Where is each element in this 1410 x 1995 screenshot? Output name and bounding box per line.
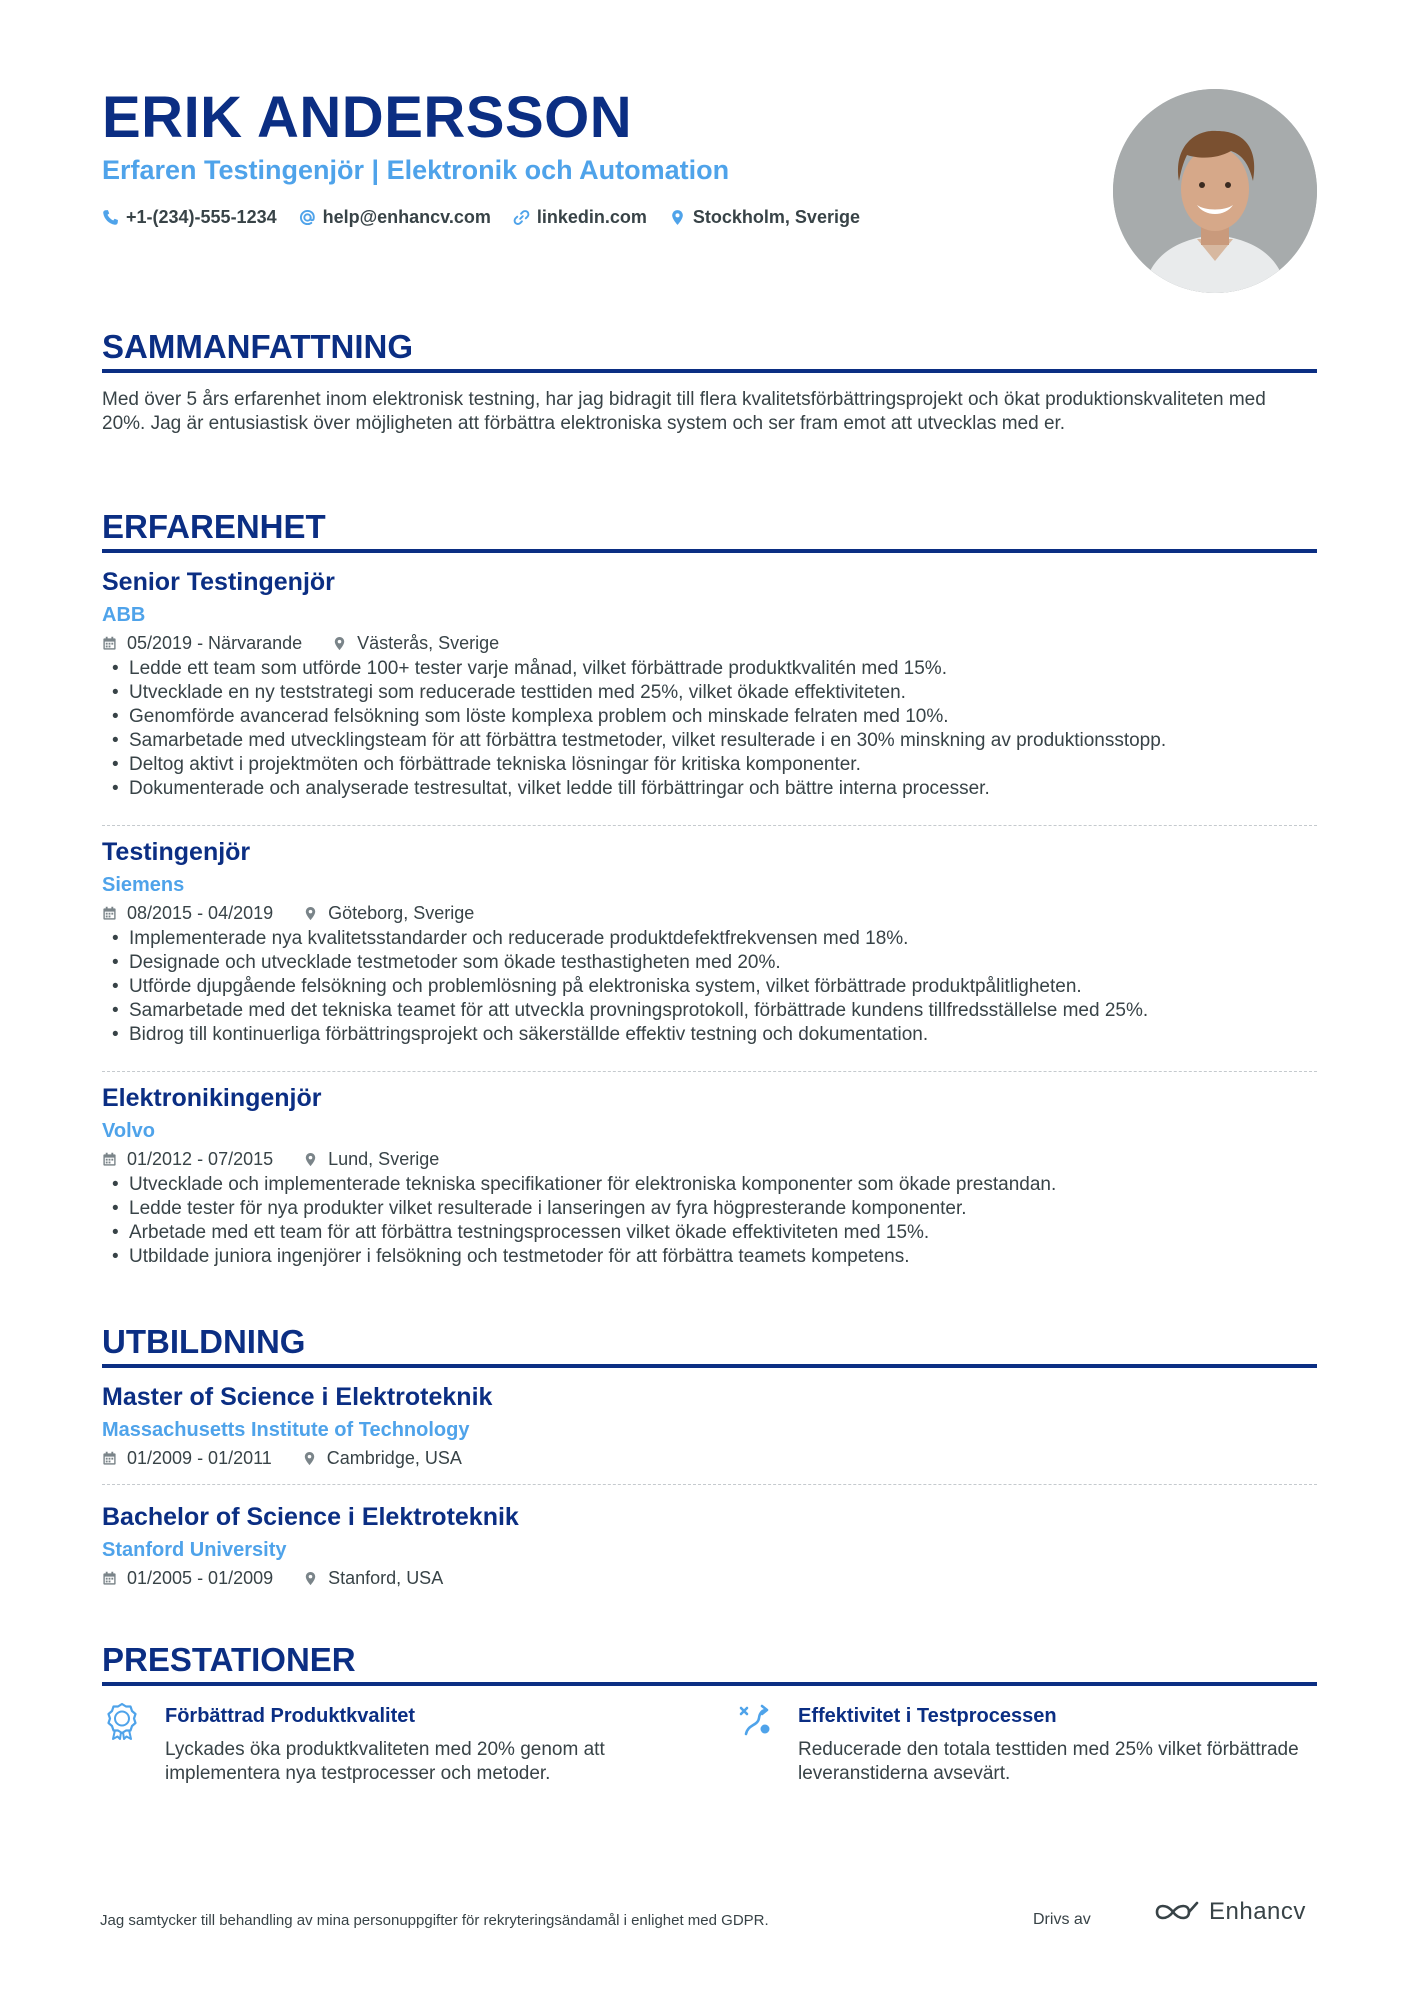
job-dates — [102, 1149, 273, 1170]
award-icon — [105, 1702, 139, 1740]
location-text: Stockholm, Sverige — [692, 206, 860, 227]
education-location-text: Cambridge, USA — [326, 1447, 462, 1468]
contact-email[interactable] — [299, 207, 491, 228]
education-divider — [102, 1364, 1317, 1368]
list-item: • Utvecklade och implementerade tekniska specifikationer för elektroniska komponenter som ökade prestandan. — [102, 1173, 1317, 1197]
education-location-text: Stanford, USA — [328, 1567, 444, 1588]
achievements-heading: PRESTATIONER — [102, 1641, 356, 1678]
portrait-illustration — [1113, 89, 1317, 293]
brand-name: Enhancv — [1209, 1898, 1306, 1925]
school: Massachusetts Institute of Technology — [102, 1419, 470, 1441]
experience-divider — [102, 549, 1317, 553]
list-item: • Utbildade juniora ingenjörer i felsökning och testmetoder för att förbättra teamets kompetens. — [102, 1245, 1317, 1269]
job-bullets — [102, 1173, 1317, 1269]
job-divider — [102, 1071, 1317, 1072]
list-item: • Utvecklade en ny teststrategi som reducerade testtiden med 25%, vilket ökade effektiviteten. — [102, 681, 1317, 705]
calendar-icon — [102, 906, 117, 921]
degree: Master of Science i Elektroteknik — [102, 1383, 493, 1411]
enhancv-logo-icon — [1153, 1899, 1201, 1925]
job-entry — [102, 835, 1317, 1047]
contact-bar — [102, 203, 882, 231]
summary-divider — [102, 369, 1317, 373]
brand-logo[interactable] — [1153, 1898, 1306, 1926]
summary-text: Med över 5 års erfarenhet inom elektronisk testning, har jag bidragit till flera kvalitetsförbättringsprojekt och ökat produktionskvaliteten med 20%. Jag är entusiastisk över möjligheten att förbättra elektroniska system och ser fram emot att utvecklas med er. — [102, 389, 1266, 434]
at-icon — [299, 209, 316, 226]
calendar-icon — [102, 636, 117, 651]
location-icon — [669, 209, 686, 226]
education-divider-dashed — [102, 1484, 1317, 1485]
school: Stanford University — [102, 1539, 287, 1561]
list-item: • Samarbetade med det tekniska teamet för att utveckla provningsprotokoll, förbättrade kundens tillfredsställelse med 25%. — [102, 999, 1317, 1023]
education-dates-text: 01/2009 - 01/2011 — [127, 1447, 272, 1468]
achievement-text: Reducerade den totala testtiden med 25% vilket förbättrade leveranstiderna avsevärt. — [798, 1739, 1299, 1784]
education-dates — [102, 1448, 272, 1469]
job-dates-text: 05/2019 - Närvarande — [127, 632, 303, 653]
candidate-title: Erfaren Testingenjör | Elektronik och Automation — [102, 155, 730, 185]
job-dates-text: 01/2012 - 07/2015 — [127, 1148, 274, 1169]
list-item: • Samarbetade med utvecklingsteam för att förbättra testmetoder, vilket resulterade i en 30% minskning av produktionsstopp. — [102, 729, 1317, 753]
contact-location — [669, 207, 860, 228]
job-bullets — [102, 927, 1317, 1047]
education-location — [303, 1568, 443, 1589]
list-item: • Arbetade med ett team för att förbättra testningsprocessen vilket ökade effektiviteten med 15%. — [102, 1221, 1317, 1245]
degree: Bachelor of Science i Elektroteknik — [102, 1503, 519, 1531]
job-location — [303, 1149, 439, 1170]
location-icon — [303, 1152, 318, 1167]
list-item: • Designade och utvecklade testmetoder som ökade testhastigheten med 20%. — [102, 951, 1317, 975]
contact-phone[interactable] — [102, 207, 277, 228]
achievements-divider — [102, 1682, 1317, 1686]
job-location-text: Göteborg, Sverige — [328, 902, 475, 923]
job-location — [303, 903, 474, 924]
calendar-icon — [102, 1571, 117, 1586]
gdpr-consent: Jag samtycker till behandling av mina personuppgifter för rekryteringsändamål i enlighet med GDPR. — [100, 1912, 769, 1929]
location-icon — [303, 1571, 318, 1586]
location-icon — [332, 636, 347, 651]
job-dates — [102, 903, 273, 924]
job-role: Testingenjör — [102, 838, 251, 866]
job-bullets — [102, 657, 1317, 801]
job-company: Volvo — [102, 1120, 155, 1142]
list-item: • Utförde djupgående felsökning och problemlösning på elektroniska system, vilket förbättrade produktpålitligheten. — [102, 975, 1317, 999]
contact-linkedin[interactable] — [513, 207, 647, 228]
email-text: help@enhancv.com — [322, 206, 491, 227]
job-company: Siemens — [102, 874, 185, 896]
summary-heading: SAMMANFATTNING — [102, 328, 414, 365]
achievement-title: Förbättrad Produktkvalitet — [165, 1705, 416, 1727]
job-divider — [102, 825, 1317, 826]
job-location-text: Lund, Sverige — [328, 1148, 440, 1169]
job-entry — [102, 565, 1317, 801]
link-icon — [513, 209, 530, 226]
list-item: • Implementerade nya kvalitetsstandarder och reducerade produktdefektfrekvensen med 18%. — [102, 927, 1317, 951]
list-item: • Ledde ett team som utförde 100+ tester varje månad, vilket förbättrade produktkvalitén med 15%. — [102, 657, 1317, 681]
location-icon — [303, 906, 318, 921]
path-icon — [738, 1702, 772, 1740]
education-entry — [102, 1380, 1317, 1472]
education-dates-text: 01/2005 - 01/2009 — [127, 1567, 274, 1588]
list-item: • Ledde tester för nya produkter vilket resulterade i lanseringen av fyra högpresterande komponenter. — [102, 1197, 1317, 1221]
calendar-icon — [102, 1451, 117, 1466]
list-item: • Deltog aktivt i projektmöten och förbättrade tekniska lösningar för kritiska komponenter. — [102, 753, 1317, 777]
job-company: ABB — [102, 604, 146, 626]
candidate-name: ERIK ANDERSSON — [102, 85, 633, 150]
education-meta — [102, 1444, 1317, 1472]
education-entry — [102, 1500, 1317, 1592]
job-location-text: Västerås, Sverige — [357, 632, 500, 653]
job-dates — [102, 633, 302, 654]
job-role: Elektronikingenjör — [102, 1084, 322, 1112]
experience-heading: ERFARENHET — [102, 508, 326, 545]
list-item: • Dokumenterade och analyserade testresultat, vilket ledde till förbättringar och bättre interna processer. — [102, 777, 1317, 801]
education-location — [302, 1448, 462, 1469]
calendar-icon — [102, 1152, 117, 1167]
phone-icon — [102, 209, 119, 226]
profile-photo — [1113, 89, 1317, 293]
job-role: Senior Testingenjör — [102, 568, 335, 596]
phone-text: +1-(234)-555-1234 — [126, 206, 277, 227]
job-meta — [102, 629, 1317, 657]
location-icon — [302, 1451, 317, 1466]
job-meta — [102, 899, 1317, 927]
powered-by-label: Drivs av — [1033, 1911, 1091, 1928]
job-location — [332, 633, 499, 654]
job-dates-text: 08/2015 - 04/2019 — [127, 902, 274, 923]
list-item: • Genomförde avancerad felsökning som löste komplexa problem och minskade felraten med 10%. — [102, 705, 1317, 729]
education-dates — [102, 1568, 273, 1589]
job-entry — [102, 1081, 1317, 1269]
achievement-title: Effektivitet i Testprocessen — [798, 1705, 1057, 1727]
education-meta — [102, 1564, 1317, 1592]
job-meta — [102, 1145, 1317, 1173]
list-item: • Bidrog till kontinuerliga förbättringsprojekt och säkerställde effektiv testning och dokumentation. — [102, 1023, 1317, 1047]
linkedin-text: linkedin.com — [536, 206, 647, 227]
education-heading: UTBILDNING — [102, 1323, 306, 1360]
achievement-text: Lyckades öka produktkvaliteten med 20% genom att implementera nya testprocesser och metoder. — [165, 1739, 605, 1784]
